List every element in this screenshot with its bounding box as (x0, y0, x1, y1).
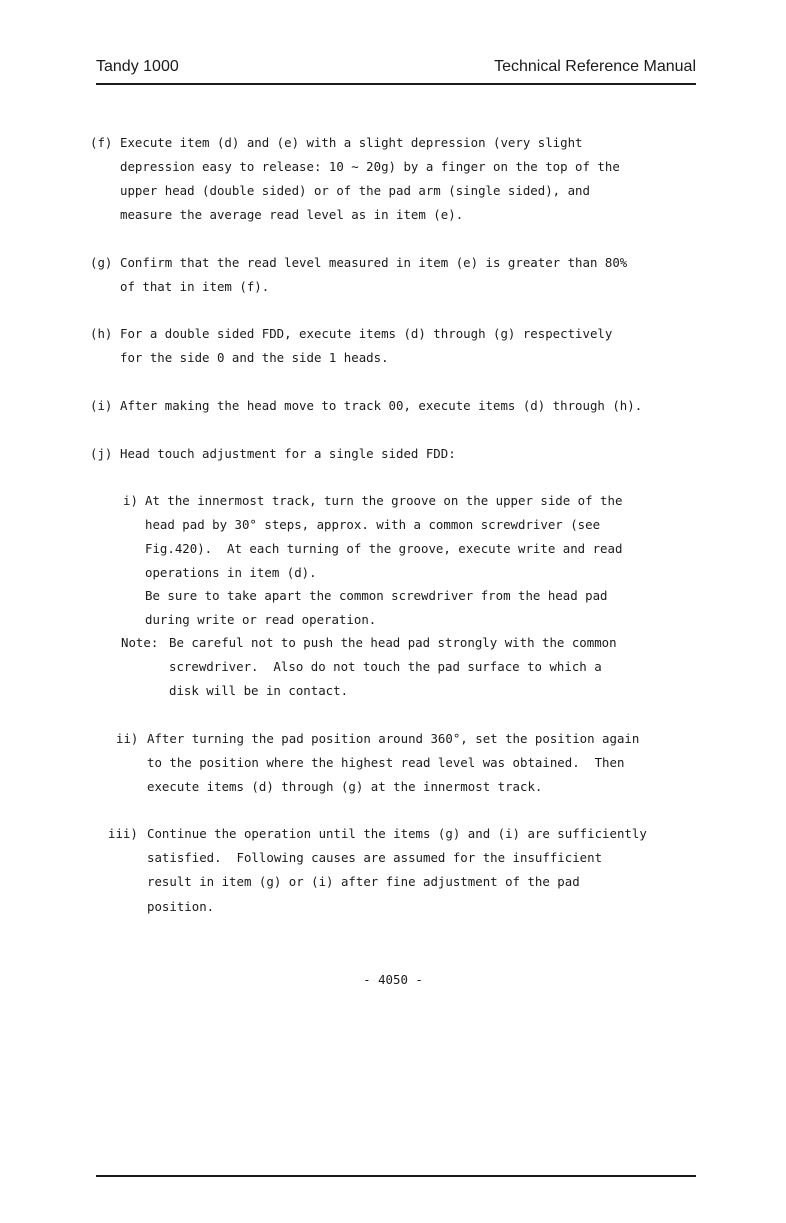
item-f-label: (f) (90, 135, 113, 150)
subitem-i-line: head pad by 30° steps, approx. with a common screwdriver (see (145, 517, 601, 532)
subitem-ii-line: execute items (d) through (g) at the innermost track. (147, 779, 543, 794)
subitem-ii-line: After turning the pad position around 360°, set the position again (147, 731, 640, 746)
subitem-ii-label: ii) (116, 731, 139, 746)
header-manual-name: Technical Reference Manual (494, 58, 696, 75)
item-i-label: (i) (90, 398, 113, 413)
item-f-line: depression easy to release: 10 ∼ 20g) by a finger on the top of the (120, 159, 620, 174)
subitem-i-line: At the innermost track, turn the groove on the upper side of the (145, 493, 623, 508)
subitem-ii-line: to the position where the highest read level was obtained. Then (147, 755, 625, 770)
subitem-iii-label: iii) (108, 826, 138, 841)
item-j-label: (j) (90, 446, 113, 461)
item-h-line: for the side 0 and the side 1 heads. (120, 350, 389, 365)
subitem-i-label: i) (123, 493, 138, 508)
subitem-iii-line: position. (147, 899, 215, 914)
item-g-line: of that in item (f). (120, 279, 270, 294)
subitem-i-line: operations in item (d). (145, 565, 317, 580)
item-f-line: Execute item (d) and (e) with a slight depression (very slight (120, 135, 583, 150)
subitem-i-line: during write or read operation. (145, 612, 377, 627)
note-line: Be careful not to push the head pad strongly with the common (169, 635, 617, 650)
subitem-iii-line: Continue the operation until the items (g) and (i) are sufficiently (147, 826, 647, 841)
item-g-label: (g) (90, 255, 113, 270)
item-h-label: (h) (90, 326, 113, 341)
subitem-iii-line: result in item (g) or (i) after fine adjustment of the pad (147, 874, 580, 889)
note-label: Note: (121, 635, 159, 650)
header-title: Tandy 1000 (96, 58, 179, 75)
item-j-line: Head touch adjustment for a single sided FDD: (120, 446, 456, 461)
page-number: - 4050 - (363, 972, 423, 987)
note-line: screwdriver. Also do not touch the pad surface to which a (169, 659, 602, 674)
footer-rule (96, 1175, 696, 1177)
item-f-line: upper head (double sided) or of the pad arm (single sided), and (120, 183, 590, 198)
header-rule (96, 83, 696, 85)
item-i-line: After making the head move to track 00, execute items (d) through (h). (120, 398, 643, 413)
item-g-line: Confirm that the read level measured in item (e) is greater than 80% (120, 255, 628, 270)
note-line: disk will be in contact. (169, 683, 349, 698)
subitem-i-line: Be sure to take apart the common screwdriver from the head pad (145, 588, 608, 603)
subitem-i-line: Fig.420). At each turning of the groove, execute write and read (145, 541, 623, 556)
item-h-line: For a double sided FDD, execute items (d) through (g) respectively (120, 326, 613, 341)
item-f-line: measure the average read level as in item (e). (120, 207, 464, 222)
subitem-iii-line: satisfied. Following causes are assumed for the insufficient (147, 850, 603, 865)
page-header (96, 58, 696, 82)
